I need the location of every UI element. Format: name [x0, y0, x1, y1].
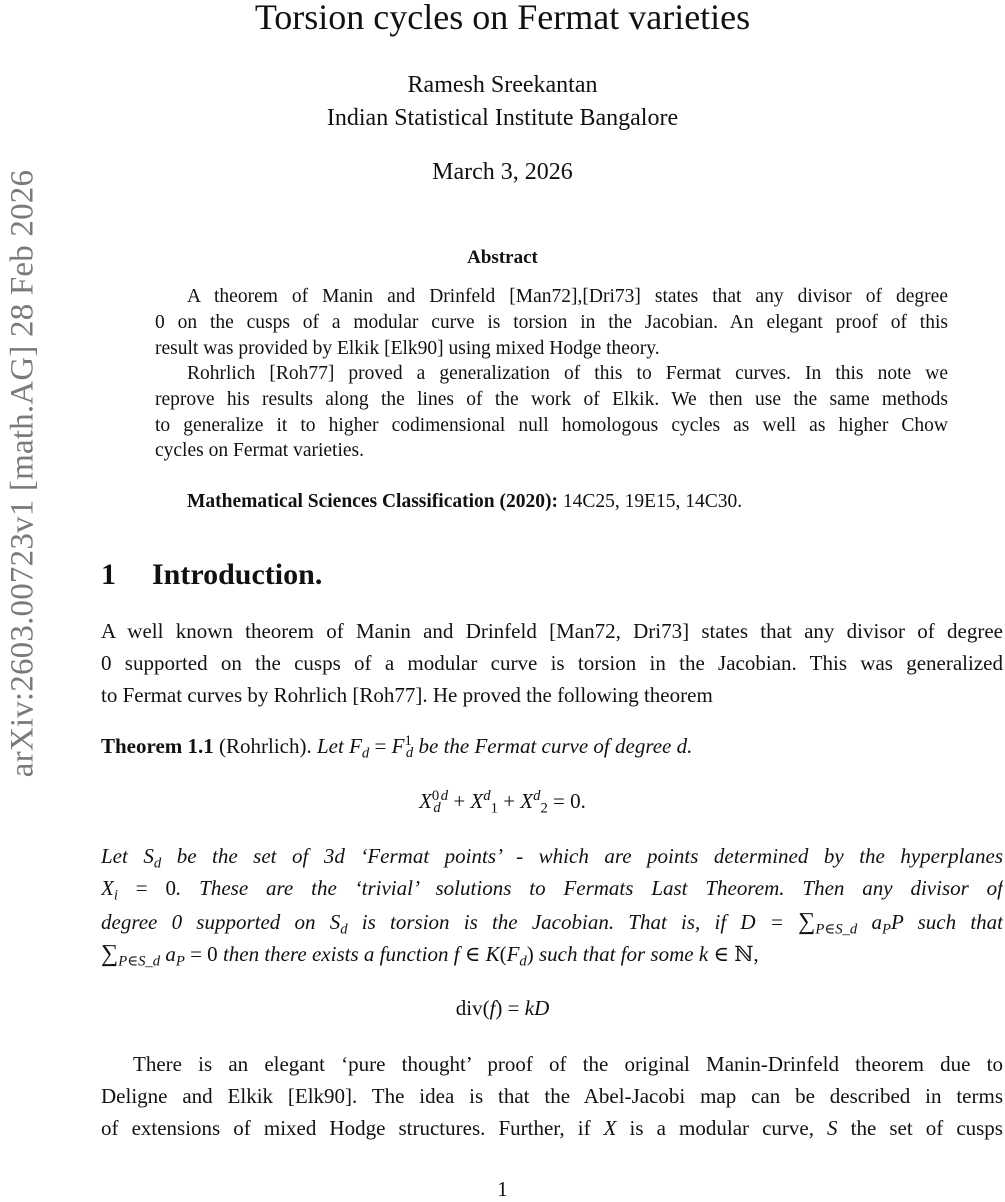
text-segment: to Fermat curves by Rohrlich [Roh77]. He proved the following theorem	[101, 683, 713, 707]
math-script: P∈S_d	[118, 953, 161, 970]
abstract-line	[187, 286, 948, 313]
theorem-line	[101, 908, 1003, 937]
text-segment: is a modular curve,	[616, 1116, 828, 1140]
text-segment: A well known theorem of Manin and Drinfeld [Man72, Dri73] states that any divisor of degree	[101, 619, 1003, 643]
text-segment: )	[526, 942, 534, 966]
text-segment: be the Fermat curve of degree d.	[413, 734, 693, 758]
text-segment: X	[470, 789, 484, 813]
summation-symbol: ∑	[101, 940, 119, 967]
math-script: 1	[490, 800, 498, 817]
text-segment: +	[448, 789, 471, 813]
text-segment: such that for some k ∈	[533, 942, 735, 966]
text-segment: There is an elegant ‘pure thought’ proof of the original Manin-Drinfeld theorem due to	[133, 1052, 1003, 1076]
text-segment: = 0	[184, 942, 223, 966]
text-segment: the set of cusps	[837, 1116, 1003, 1140]
abstract-line	[155, 415, 948, 442]
author-affiliation: Indian Statistical Institute Bangalore	[326, 105, 679, 131]
page-number: 1	[497, 1177, 508, 1201]
text-segment: kD	[524, 996, 550, 1020]
math-script: P∈S_d	[815, 921, 858, 938]
math-script: d	[361, 745, 370, 762]
text-segment: A theorem of Manin and Drinfeld [Man72],[Dri73] states that any divisor of degree	[187, 286, 948, 307]
section-number: 1	[101, 558, 116, 591]
arxiv-identifier-stamp: arXiv:2603.00723v1 [math.AG] 28 Feb 2026	[4, 169, 41, 778]
text-segment: X	[520, 789, 534, 813]
body-line	[101, 1084, 1003, 1113]
text-segment: . These are the ‘trivial’ solutions to Fermats Last Theorem. Then any divisor of	[176, 876, 1003, 900]
msc-label: Mathematical Sciences Classification (2020):	[187, 491, 558, 512]
msc-classification	[187, 491, 742, 513]
section-title: Introduction.	[152, 558, 323, 591]
text-segment: P such that	[890, 910, 1003, 934]
abstract-line	[155, 338, 948, 360]
theorem-line	[101, 876, 1003, 905]
body-line	[101, 683, 1003, 708]
abstract-line	[155, 312, 948, 339]
divisor-equation	[0, 996, 1005, 1021]
text-segment: Theorem 1.1	[101, 734, 214, 758]
math-script: 0	[431, 787, 440, 804]
text-segment: of extensions of mixed Hodge structures. Further, if	[101, 1116, 604, 1140]
math-script: P	[881, 921, 891, 938]
text-segment: X	[419, 789, 432, 813]
body-line	[101, 1116, 1003, 1145]
text-segment: = 0	[117, 876, 177, 900]
paper-title: Torsion cycles on Fermat varieties	[254, 0, 751, 37]
text-segment: result was provided by Elkik [Elk90] using mixed Hodge theory.	[155, 338, 660, 359]
text-segment: cycles on Fermat varieties.	[155, 440, 365, 461]
theorem-line	[101, 844, 1003, 873]
text-segment: Let F	[317, 734, 362, 758]
text-segment: ) =	[495, 996, 525, 1020]
text-segment: (Rohrlich).	[213, 734, 317, 758]
text-segment: Deligne and Elkik [Elk90]. The idea is that the Abel-Jacobi map can be described in terms	[101, 1084, 1003, 1108]
text-segment: 0 on the cusps of a modular curve is torsion in the Jacobian. An elegant proof of this	[155, 312, 948, 333]
text-segment: div(	[455, 996, 490, 1020]
text-segment: be the set of 3d ‘Fermat points’ - which are points determined by the hyperplanes	[161, 844, 1003, 868]
abstract-line	[187, 363, 948, 390]
abstract-heading: Abstract	[467, 247, 538, 268]
abstract-line	[155, 389, 948, 416]
text-segment: F	[391, 734, 405, 758]
text-segment: a	[857, 910, 882, 934]
abstract-line	[155, 440, 948, 462]
text-segment: Let S	[101, 844, 154, 868]
text-segment: X	[101, 876, 114, 900]
body-line	[133, 1052, 1003, 1081]
math-script: d	[440, 787, 449, 804]
summation-symbol: ∑	[798, 908, 816, 935]
text-segment: 0 supported on the cusps of a modular curve is torsion in the Jacobian. This was generalized	[101, 651, 1003, 675]
math-script: i	[113, 887, 118, 904]
msc-codes: 14C25, 19E15, 14C30.	[557, 491, 743, 512]
math-script: d	[533, 787, 541, 804]
math-script: d	[340, 921, 348, 938]
math-script: d	[483, 787, 491, 804]
text-segment: to generalize it to higher codimensional null homologous cycles as well as higher Chow	[155, 415, 948, 436]
math-script: d	[405, 745, 414, 762]
math-script: P	[175, 953, 185, 970]
text-segment: F	[506, 942, 520, 966]
text-segment: f	[489, 996, 496, 1020]
text-segment: =	[369, 734, 392, 758]
text-segment: (	[499, 942, 507, 966]
body-line	[101, 619, 1003, 648]
body-line	[101, 651, 1003, 680]
text-segment: degree 0 supported on S	[101, 910, 341, 934]
text-segment: = 0.	[547, 789, 586, 813]
text-segment: ℕ,	[734, 942, 759, 966]
math-script: 1	[404, 732, 412, 749]
text-segment: +	[497, 789, 521, 813]
fermat-equation	[0, 787, 1005, 817]
paper-date: March 3, 2026	[432, 159, 573, 185]
text-segment: reprove his results along the lines of the work of Elkik. We then use the same methods	[155, 389, 948, 410]
text-segment: S	[827, 1116, 838, 1140]
text-segment: a	[160, 942, 176, 966]
theorem-heading	[101, 732, 1003, 762]
math-script: d	[153, 855, 162, 872]
math-script: 2	[540, 800, 548, 817]
theorem-line	[101, 940, 1003, 968]
text-segment: then there exists a function f ∈ K	[222, 942, 500, 966]
section-heading	[101, 558, 322, 592]
text-segment: Rohrlich [Roh77] proved a generalization of this to Fermat curves. In this note we	[187, 363, 948, 384]
author-name: Ramesh Sreekantan	[407, 72, 598, 98]
text-segment: is torsion is the Jacobian. That is, if D =	[347, 910, 799, 934]
text-segment: X	[603, 1116, 617, 1140]
math-script: d	[519, 953, 527, 970]
math-script: d	[433, 800, 441, 817]
